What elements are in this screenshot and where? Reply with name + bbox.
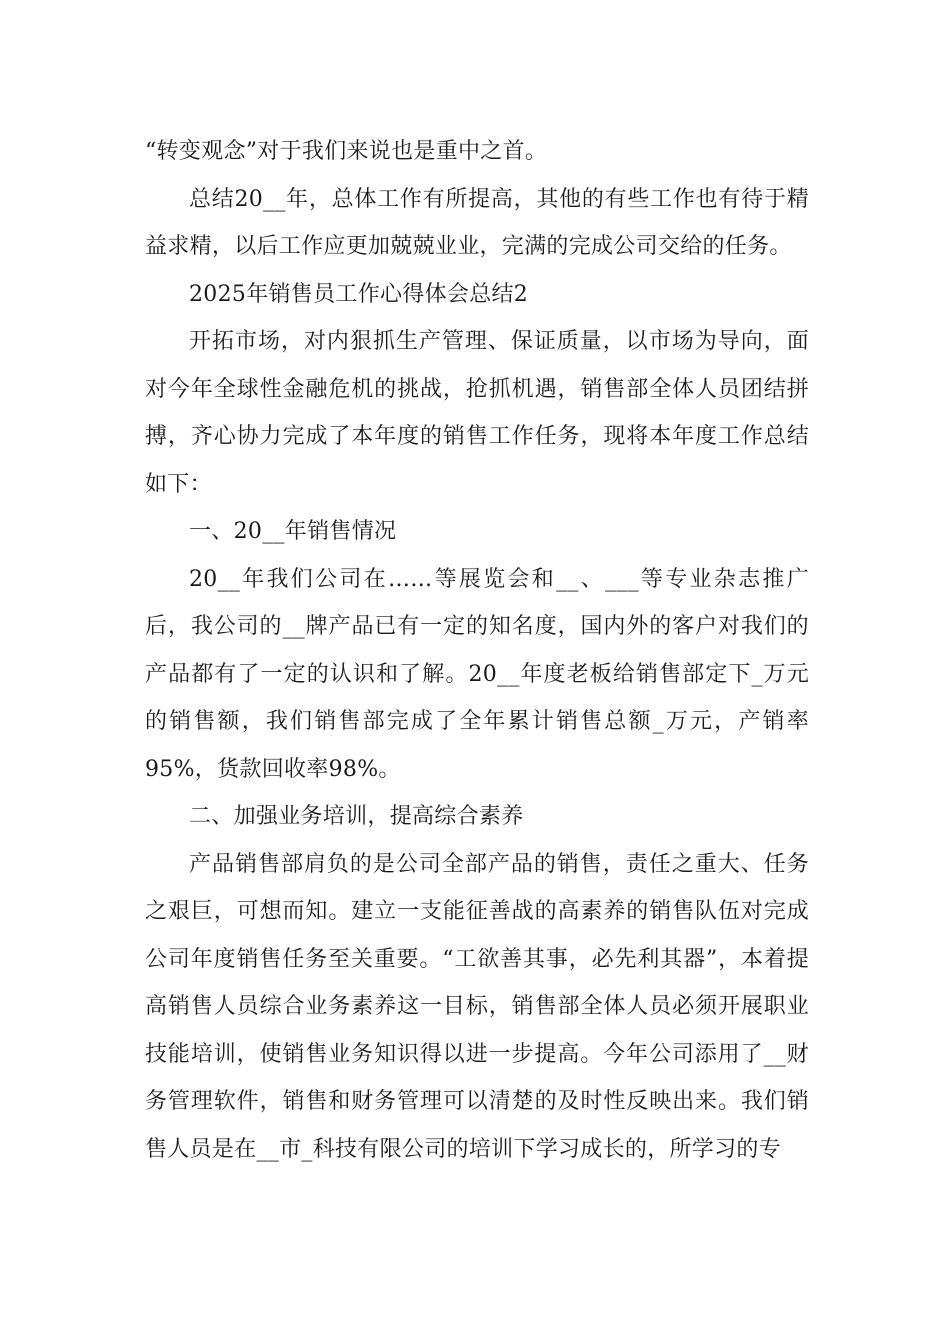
heading-training: 二、加强业务培训，提高综合素养 [189,804,524,829]
heading-sales-situation: 一、20__年销售情况 [189,519,397,544]
paragraph-training: 产品销售部肩负的是公司全部产品的销售，责任之重大、任务之艰巨，可想而知。建立一支能征善战的高素养的销售队伍对完成公司年度销售任务至关重要。“工欲善其事，必先利其器”，本着提高销售人员综合业务素养这一目标，销售部全体人员必须开展职业技能培训，使销售业务知识得以进一步提高。今年公司添用了__财务管理软件，销售和财务管理可以清楚的及时性反映出来。我们销售人员是在__市_科技有限公司的培训下学习成长的，所学习的专 [145,851,809,1162]
paragraph-intro: 开拓市场，对内狠抓生产管理、保证质量，以市场为导向，面对今年全球性金融危机的挑战，抢抓机遇，销售部全体人员团结拼搏，齐心协力完成了本年度的销售工作任务，现将本年度工作总结如下： [145,329,809,497]
paragraph-continuation: “转变观念”对于我们来说也是重中之首。 [145,139,548,164]
paragraph-sales-situation: 20__年我们公司在……等展览会和__、___等专业杂志推广后，我公司的__牌产品已有一定的知名度，国内外的客户对我们的产品都有了一定的认识和了解。20__年度老板给销售部定下_万元的销售额，我们销售部完成了全年累计销售总额_万元，产销率95%，货款回收率98%。 [145,566,809,782]
section-title: 2025年销售员工作心得体会总结2 [189,281,529,307]
paragraph-summary: 总结20__年，总体工作有所提高，其他的有些工作也有待于精益求精，以后工作应更加兢兢业业，完满的完成公司交给的任务。 [145,186,809,259]
document-body [145,128,809,1173]
